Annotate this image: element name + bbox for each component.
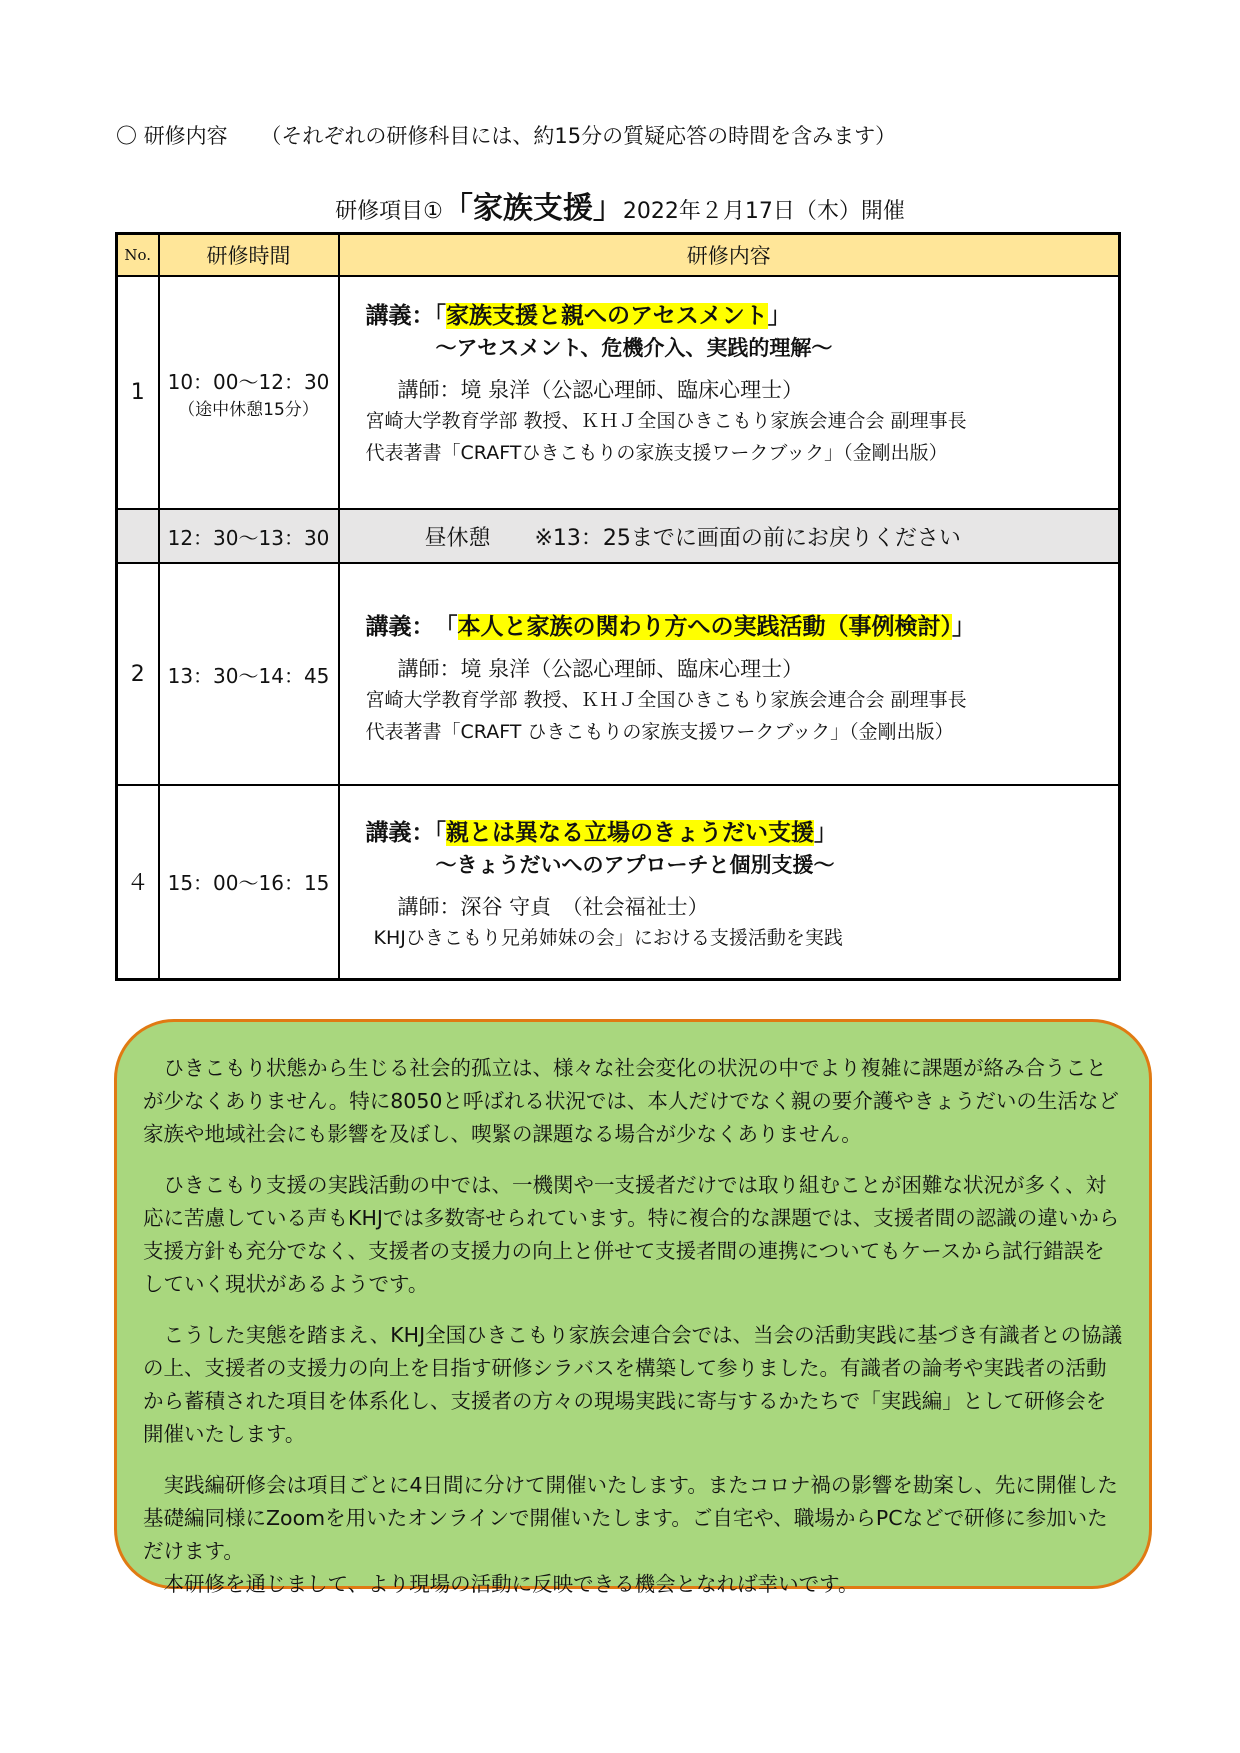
lecture-subtitle: ～アセスメント、危機介入、実践的理解～ xyxy=(435,336,833,360)
lecture-title-text: 家族支援と親へのアセスメント xyxy=(446,303,768,329)
description-paragraph: 本研修を通じまして、より現場の活動に反映できる機会となれば幸いです。 xyxy=(163,1572,859,1596)
lecturer: 講師：境 泉洋（公認心理師、臨床心理士） xyxy=(397,657,804,681)
schedule-table xyxy=(115,232,1121,981)
row-time xyxy=(159,276,339,509)
description-box xyxy=(114,1019,1152,1596)
header-content: 研修内容 xyxy=(339,234,1120,277)
time-note: （途中休憩15分） xyxy=(178,399,319,420)
lunch-time: 12：30～13：30 xyxy=(159,509,339,563)
heading-label: 研修内容 xyxy=(143,124,228,148)
lecture-title xyxy=(366,608,1119,641)
time-range: 13：30～14：45 xyxy=(167,663,330,688)
lecture-prefix: 講義：「 xyxy=(365,820,446,846)
header-no: No. xyxy=(117,234,159,277)
row-number: 2 xyxy=(117,563,159,785)
row-content xyxy=(339,785,1120,979)
lecturer: 講師：境 泉洋（公認心理師、臨床心理士） xyxy=(397,378,804,402)
lecturer: 講師：深谷 守貞 （社会福祉士） xyxy=(397,895,709,919)
lecture-subtitle: ～きょうだいへのアプローチと個別支援～ xyxy=(435,853,835,877)
lecture-title xyxy=(366,814,1119,847)
bullet: 〇 xyxy=(116,124,137,148)
publication: 代表著書「CRAFT ひきこもりの家族支援ワークブック」（金剛出版） xyxy=(365,721,954,743)
lunch-text: 昼休憩 ※13：25までに画面の前にお戻りください xyxy=(339,509,1120,563)
publication: 代表著書「CRAFTひきこもりの家族支援ワークブック」（金剛出版） xyxy=(365,442,948,464)
row-number: 1 xyxy=(117,276,159,509)
session-prefix: 研修項目① xyxy=(335,199,443,224)
description-paragraph: こうした実態を踏まえ、KHJ全国ひきこもり家族会連合会では、当会の活動実践に基づき有識者との協議の上、支援者の支援力の向上を目指す研修シラバスを構築して参りました。有識者の論考や実践者の活動から蓄積された項目を体系化し、支援者の方々の現場実践に寄与するかたちで「実践編」として研修会を開催いたします。 xyxy=(143,1323,1123,1446)
row-time xyxy=(159,563,339,785)
session-date: 2022年２月17日（木）開催 xyxy=(622,199,905,224)
row-time xyxy=(159,785,339,979)
description-paragraph: ひきこもり支援の実践活動の中では、一機関や一支援者だけでは取り組むことが困難な状況が多く、対応に苦慮している声もKHJでは多数寄せられています。特に複合的な課題では、支援者間の認識の違いから支援方針も充分でなく、支援者の支援力の向上と併せて支援者間の連携についてもケースから試行錯誤をしていく現状があるようです。 xyxy=(143,1173,1120,1296)
affiliation: KHJひきこもり兄弟姉妹の会」における支援活動を実践 xyxy=(373,927,843,949)
lecture-suffix: 」 xyxy=(814,820,837,846)
table-row xyxy=(117,563,1120,785)
time-range: 10：00～12：30 xyxy=(167,369,330,394)
description-paragraph: 実践編研修会は項目ごとに4日間に分けて開催いたします。またコロナ禍の影響を勘案し、先に開催した基礎編同様にZoomを用いたオンラインで開催いたします。ご自宅や、職場からPCなどで研修に参加いただけます。 xyxy=(143,1473,1118,1563)
lecture-prefix: 講義： 「 xyxy=(365,614,458,640)
lecture-title-text: 親とは異なる立場のきょうだい支援 xyxy=(446,820,814,846)
lunch-no xyxy=(117,509,159,563)
heading-note: （それぞれの研修科目には、約15分の質疑応答の時間を含みます） xyxy=(260,124,897,148)
row-content xyxy=(339,563,1120,785)
lunch-row xyxy=(117,509,1120,563)
affiliation: 宮崎大学教育学部 教授、ＫＨＪ全国ひきこもり家族会連合会 副理事長 xyxy=(365,689,967,711)
time-range: 15：00～16：15 xyxy=(167,871,330,896)
table-row xyxy=(117,276,1120,509)
header-time: 研修時間 xyxy=(159,234,339,277)
affiliation: 宮崎大学教育学部 教授、ＫＨＪ全国ひきこもり家族会連合会 副理事長 xyxy=(365,410,967,432)
lecture-suffix: 」 xyxy=(767,303,791,329)
session-theme: 「家族支援」 xyxy=(442,191,623,226)
description-paragraph: ひきこもり状態から生じる社会的孤立は、様々な社会変化の状況の中でより複雑に課題が絡み合うことが少なくありません。特に8050と呼ばれる状況では、本人だけでなく親の要介護やきょうだいの生活など家族や地域社会にも影響を及ぼし、喫緊の課題なる場合が少なくありません。 xyxy=(143,1056,1119,1146)
row-number: ４ xyxy=(117,785,159,979)
session-title xyxy=(0,183,1240,227)
table-row xyxy=(117,785,1120,979)
section-heading xyxy=(116,120,896,150)
lecture-title-text: 本人と家族の関わり方への実践活動（事例検討） xyxy=(457,614,952,640)
lecture-prefix: 講義：「 xyxy=(365,303,446,329)
table-header-row xyxy=(117,234,1120,277)
lecture-suffix: 」 xyxy=(952,614,975,640)
lecture-title xyxy=(366,297,1119,330)
row-content xyxy=(339,276,1120,509)
